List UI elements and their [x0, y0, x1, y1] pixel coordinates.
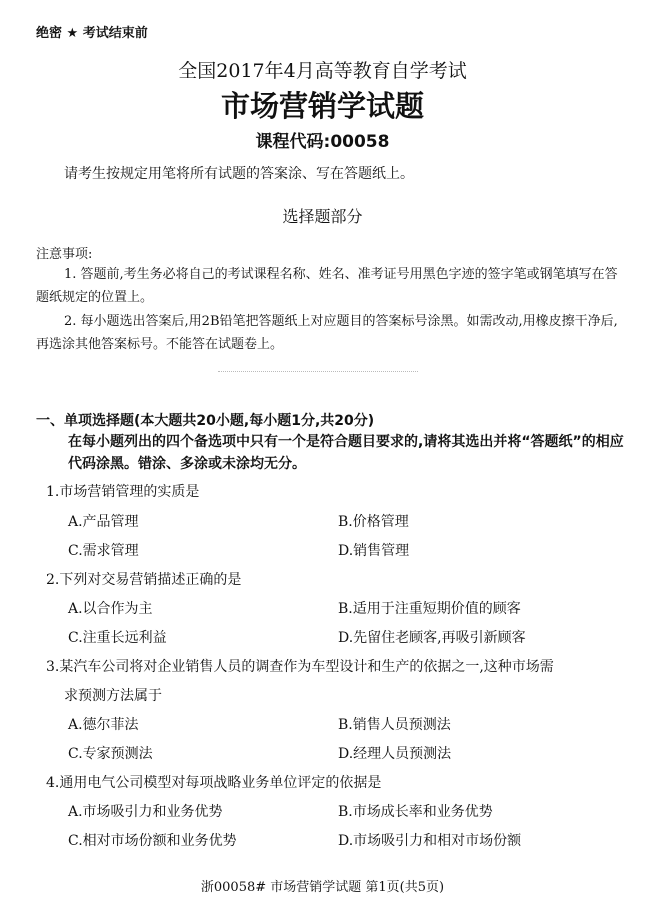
question-1-option-d: D.销售管理 — [338, 543, 410, 559]
general-instruction: 请考生按规定用笔将所有试题的答案涂、写在答题纸上。 — [64, 166, 414, 182]
question-3-option-d: D.经理人员预测法 — [338, 746, 452, 762]
question-3-option-a: A.德尔菲法 — [68, 717, 139, 733]
confidential-label: 绝密 ★ 考试结束前 — [36, 26, 148, 41]
subject-title: 市场营销学试题 — [220, 89, 424, 123]
question-3-option-b: B.销售人员预测法 — [338, 717, 451, 733]
divider — [218, 371, 418, 372]
question-4-option-b: B.市场成长率和业务优势 — [338, 804, 493, 820]
question-2-option-d: D.先留住老顾客,再吸引新顾客 — [338, 630, 526, 646]
question-2-option-c: C.注重长远利益 — [68, 630, 167, 646]
part-heading: 一、单项选择题(本大题共20小题,每小题1分,共20分) — [36, 413, 375, 429]
question-4-stem: 4.通用电气公司模型对每项战略业务单位评定的依据是 — [46, 775, 382, 791]
notes-heading: 注意事项: — [36, 247, 93, 262]
question-1-option-a: A.产品管理 — [68, 514, 139, 530]
part-description: 在每小题列出的四个备选项中只有一个是符合题目要求的,请将其选出并将“答题纸”的相应代码涂黑。错涂、多涂或未涂均无分。 — [68, 434, 624, 472]
course-code: 课程代码:00058 — [255, 132, 390, 152]
note-item-2: 2. 每小题选出答案后,用2B铅笔把答题纸上对应题目的答案标号涂黑。如需改动,用橡皮擦干净后,再选涂其他答案标号。不能答在试题卷上。 — [36, 314, 618, 352]
exam-title: 全国2017年4月高等教育自学考试 — [178, 60, 467, 82]
note-item-1: 1. 答题前,考生务必将自己的考试课程名称、姓名、准考证号用黑色字迹的签字笔或钢笔填写在答题纸规定的位置上。 — [36, 267, 618, 305]
question-2-stem: 2.下列对交易营销描述正确的是 — [46, 572, 242, 588]
question-4-option-d: D.市场吸引力和相对市场份额 — [338, 833, 522, 849]
question-2-option-b: B.适用于注重短期价值的顾客 — [338, 601, 521, 617]
question-2-option-a: A.以合作为主 — [68, 601, 153, 617]
question-1-stem: 1.市场营销管理的实质是 — [46, 484, 200, 500]
page-footer: 浙00058# 市场营销学试题 第1页(共5页) — [200, 880, 445, 895]
section-title: 选择题部分 — [282, 207, 363, 226]
question-3-stem: 3.某汽车公司将对企业销售人员的调查作为车型设计和生产的依据之一,这种市场需 — [46, 659, 554, 675]
question-4-option-c: C.相对市场份额和业务优势 — [68, 833, 237, 849]
question-3-stem-continued: 求预测方法属于 — [64, 688, 162, 704]
question-1-option-c: C.需求管理 — [68, 543, 139, 559]
question-1-option-b: B.价格管理 — [338, 514, 409, 530]
question-3-option-c: C.专家预测法 — [68, 746, 153, 762]
question-4-option-a: A.市场吸引力和业务优势 — [68, 804, 223, 820]
